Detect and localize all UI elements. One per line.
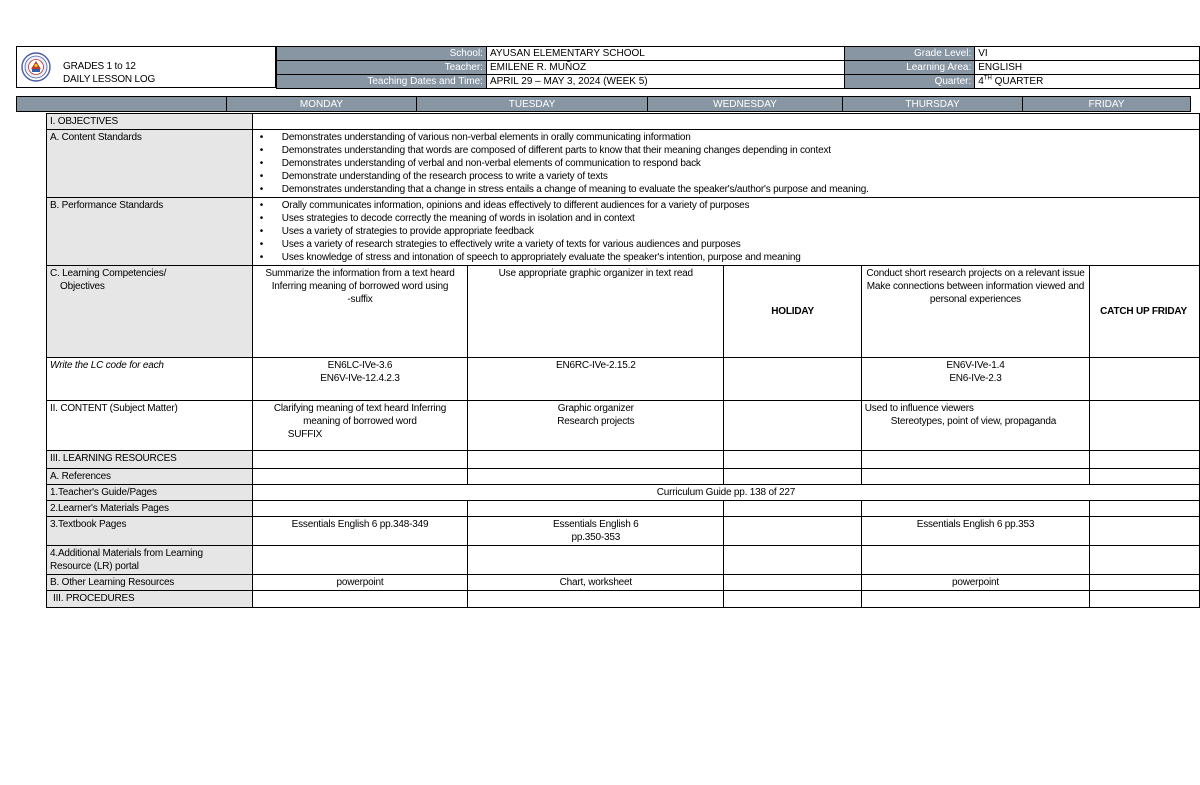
monday-content-line: SUFFIX: [287, 429, 323, 440]
monday-content-line: meaning of borrowed word: [303, 416, 417, 427]
additional-materials-label-line2: Resource (LR) portal: [50, 561, 139, 572]
header-info-table: [276, 46, 1200, 89]
thursday-competency: [861, 266, 1089, 358]
quarter-text: QUARTER: [991, 75, 1044, 87]
additional-cell: [724, 546, 861, 575]
teacher-value: EMILENE R. MUÑOZ: [486, 61, 844, 75]
teaching-dates-label: Teaching Dates and Time:: [277, 75, 487, 89]
friday-catch-up: CATCH UP FRIDAY: [1090, 266, 1200, 358]
school-value: AYUSAN ELEMENTARY SCHOOL: [486, 47, 844, 61]
procedures-cell: [1090, 591, 1200, 608]
teacher-label: Teacher:: [277, 61, 487, 75]
references-cell: [861, 469, 1089, 485]
teachers-guide-label: 1.Teacher's Guide/Pages: [47, 485, 253, 501]
learners-materials-label: 2.Learner's Materials Pages: [47, 501, 253, 517]
grade-level-label: Grade Level:: [845, 47, 975, 61]
days-header-blank: [17, 97, 227, 112]
references-cell: [724, 469, 861, 485]
content-subject-label: II. CONTENT (Subject Matter): [47, 401, 253, 451]
thursday-lc-code-line: EN6V-IVe-1.4: [946, 360, 1005, 371]
tuesday-textbook: [468, 517, 724, 546]
lesson-table: [46, 113, 1200, 608]
procedures-cell: [252, 591, 467, 608]
header-title-line2: DAILY LESSON LOG: [63, 74, 156, 85]
content-standards-cell: [252, 130, 1199, 198]
performance-standard-item: • Orally communicates information, opinions and ideas effectively to different audiences for a variety of purposes: [282, 199, 1196, 212]
wednesday-holiday: HOLIDAY: [724, 266, 861, 358]
teachers-guide-value: Curriculum Guide pp. 138 of 227: [252, 485, 1199, 501]
learners-cell: [1090, 501, 1200, 517]
resources-cell: [724, 451, 861, 469]
content-standard-item: • Demonstrates understanding that a change in stress entails a change of meaning to evaluate the speaker's/author's purpose and meaning.: [282, 183, 1196, 196]
day-thursday: THURSDAY: [843, 97, 1023, 112]
lc-code-label: Write the LC code for each: [47, 358, 253, 401]
performance-standards-label: B. Performance Standards: [47, 198, 253, 266]
procedures-cell: [724, 591, 861, 608]
learning-competencies-label-line2: Objectives: [60, 281, 105, 292]
thursday-lc-code: [861, 358, 1089, 401]
thursday-content: [861, 401, 1089, 451]
thursday-competency-line: Conduct short research projects on a relevant issue: [866, 268, 1085, 279]
resources-cell: [1090, 451, 1200, 469]
thursday-lc-code-line: EN6-IVe-2.3: [949, 373, 1002, 384]
learners-cell: [724, 501, 861, 517]
objectives-heading: I. OBJECTIVES: [47, 114, 253, 130]
wednesday-textbook: [724, 517, 861, 546]
monday-lc-code: [252, 358, 467, 401]
content-standard-item: • Demonstrate understanding of the research process to write a variety of texts: [282, 170, 1196, 183]
header-title: [63, 60, 155, 86]
thursday-textbook: Essentials English 6 pp.353: [861, 517, 1089, 546]
references-label: A. References: [47, 469, 253, 485]
performance-standards-list: [256, 199, 1196, 264]
monday-lc-code-line: EN6LC-IVe-3.6: [327, 360, 393, 371]
grade-level-value: VI: [975, 47, 1200, 61]
tuesday-content: [468, 401, 724, 451]
quarter-label: Quarter:: [845, 75, 975, 89]
school-label: School:: [277, 47, 487, 61]
teaching-dates-value: APRIL 29 – MAY 3, 2024 (WEEK 5): [486, 75, 844, 89]
additional-cell: [252, 546, 467, 575]
tuesday-competency: Use appropriate graphic organizer in text read: [468, 266, 724, 358]
performance-standard-item: • Uses a variety of strategies to provide appropriate feedback: [282, 225, 1196, 238]
resources-cell: [861, 451, 1089, 469]
learning-competencies-label-line1: C. Learning Competencies/: [50, 268, 167, 279]
procedures-cell: [861, 591, 1089, 608]
days-header: [16, 96, 1191, 112]
tuesday-content-line: Graphic organizer: [557, 403, 634, 414]
monday-competency-line: -suffix: [347, 294, 373, 305]
day-monday: MONDAY: [227, 97, 417, 112]
learning-area-label: Learning Area:: [845, 61, 975, 75]
resources-cell: [252, 451, 467, 469]
friday-content: [1090, 401, 1200, 451]
additional-materials-label: [47, 546, 253, 575]
other-resources-label: B. Other Learning Resources: [47, 575, 253, 591]
tuesday-content-line: Research projects: [557, 416, 635, 427]
friday-textbook: [1090, 517, 1200, 546]
day-tuesday: TUESDAY: [417, 97, 648, 112]
monday-competency-line: Summarize the information from a text heard: [265, 268, 455, 279]
tuesday-textbook-line: Essentials English 6: [553, 519, 639, 530]
thursday-content-line: Used to influence viewers: [864, 403, 974, 414]
friday-lc-code: [1090, 358, 1200, 401]
thursday-content-line: Stereotypes, point of view, propaganda: [890, 416, 1057, 427]
textbook-pages-label: 3.Textbook Pages: [47, 517, 253, 546]
content-standard-item: • Demonstrates understanding of verbal and non-verbal elements of communication to respond back: [282, 157, 1196, 170]
day-wednesday: WEDNESDAY: [648, 97, 843, 112]
content-standards-label: A. Content Standards: [47, 130, 253, 198]
performance-standard-item: • Uses knowledge of stress and intonation of speech to appropriately evaluate the speaker's intention, purpose and meaning: [282, 251, 1196, 264]
learning-competencies-label: [47, 266, 253, 358]
header-title-line1: GRADES 1 to 12: [63, 61, 136, 72]
monday-content: [252, 401, 467, 451]
thursday-other-resources: powerpoint: [861, 575, 1089, 591]
wednesday-lc-code: [724, 358, 861, 401]
additional-cell: [468, 546, 724, 575]
procedures-heading: III. PROCEDURES: [47, 591, 253, 608]
additional-materials-label-line1: 4.Additional Materials from Learning: [50, 548, 203, 559]
objectives-blank: [252, 114, 1199, 130]
quarter-suffix: TH: [983, 75, 992, 82]
quarter-value: [975, 75, 1200, 89]
learning-resources-heading: III. LEARNING RESOURCES: [47, 451, 253, 469]
wednesday-content: [724, 401, 861, 451]
performance-standards-cell: [252, 198, 1199, 266]
thursday-competency-line: personal experiences: [929, 294, 1021, 305]
quarter-number: 4: [978, 75, 984, 87]
friday-other-resources: [1090, 575, 1200, 591]
references-cell: [252, 469, 467, 485]
performance-standard-item: • Uses a variety of research strategies to effectively write a variety of texts for various audiences and purposes: [282, 238, 1196, 251]
monday-competency: [252, 266, 467, 358]
monday-content-line: Clarifying meaning of text heard Inferring: [273, 403, 447, 414]
content-standard-item: • Demonstrates understanding of various non-verbal elements in orally communicating information: [282, 131, 1196, 144]
content-standards-list: [256, 131, 1196, 196]
references-cell: [1090, 469, 1200, 485]
references-cell: [468, 469, 724, 485]
monday-textbook: Essentials English 6 pp.348-349: [252, 517, 467, 546]
additional-cell: [1090, 546, 1200, 575]
wednesday-other-resources: [724, 575, 861, 591]
resources-cell: [468, 451, 724, 469]
monday-other-resources: powerpoint: [252, 575, 467, 591]
learners-cell: [468, 501, 724, 517]
performance-standard-item: • Uses strategies to decode correctly the meaning of words in isolation and in context: [282, 212, 1196, 225]
tuesday-textbook-line: pp.350-353: [571, 532, 621, 543]
learners-cell: [861, 501, 1089, 517]
header-title-box: [16, 46, 276, 88]
tuesday-other-resources: Chart, worksheet: [468, 575, 724, 591]
tuesday-lc-code: EN6RC-IVe-2.15.2: [468, 358, 724, 401]
procedures-cell: [468, 591, 724, 608]
monday-lc-code-line: EN6V-IVe-12.4.2.3: [320, 373, 400, 384]
learners-cell: [252, 501, 467, 517]
learning-area-value: ENGLISH: [975, 61, 1200, 75]
deped-seal-icon: [21, 52, 51, 82]
additional-cell: [861, 546, 1089, 575]
content-standard-item: • Demonstrates understanding that words are composed of different parts to know that their meaning changes depending in context: [282, 144, 1196, 157]
thursday-competency-line: Make connections between information viewed and: [866, 281, 1085, 292]
day-friday: FRIDAY: [1023, 97, 1191, 112]
monday-competency-line: Inferring meaning of borrowed word using: [271, 281, 449, 292]
